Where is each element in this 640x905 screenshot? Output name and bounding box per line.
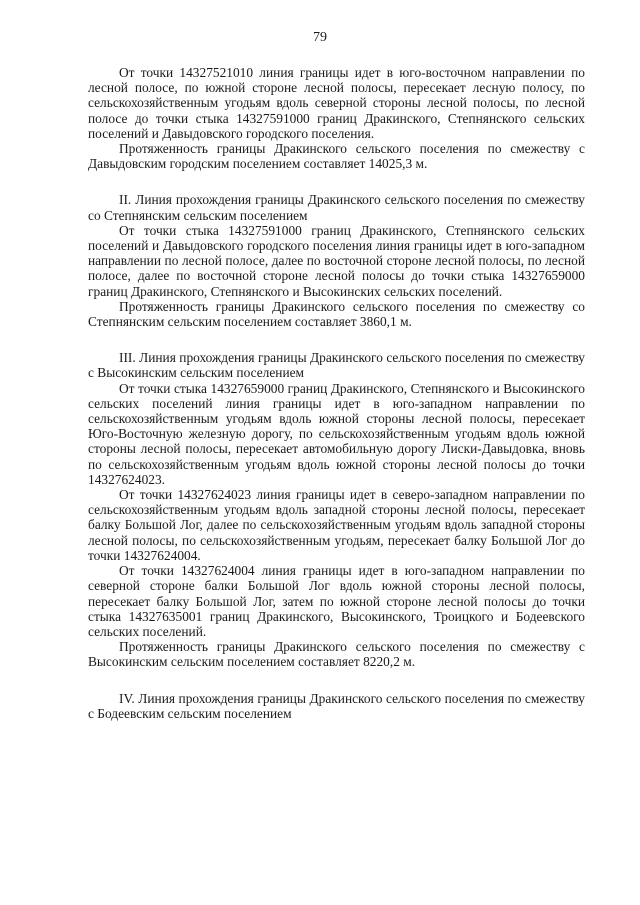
paragraph-boundary-route-vysokinsky-3: От точки 14327624004 линия границы идет в юго-западном направлении по северной стороне балки Большой Лог вдоль южной стороны лесной полосы, пересекает балку Большой Лог, затем по южной стороне лесной полосы до точки стыка 14327635001 границ Дракинского, Высокинского, Троицкого и Бодеевского сельских поселений. <box>88 563 585 639</box>
paragraph-boundary-route-vysokinsky-1: От точки стыка 14327659000 границ Дракинского, Степнянского и Высокинского сельских поселений линия границы идет в юго-западном направлении по сельскохозяйственным угодьям вдоль южной стороны лесной полосы, пересекает Юго-Восточную железную дорогу, по сельскохозяйственным угодьям вдоль южной стороны лесной полосы, пересекает автомобильную дорогу Лиски-Давыдовка, вновь по сельскохозяйственным угодьям вдоль южной стороны лесной полосы до точки 14327624023. <box>88 380 585 487</box>
section-gap <box>88 670 585 691</box>
section-gap <box>88 329 585 350</box>
paragraph-boundary-route-davydovsky: От точки 14327521010 линия границы идет в юго-восточном направлении по лесной полосе, по южной стороне лесной полосы, пересекает лесную полосу, по сельскохозяйственным угодьям вдоль северной стороны лесной полосы, по лесной полосе до точки стыка 14327591000 границ Дракинского, Степнянского сельских поселений и Давыдовского городского поселения. <box>88 65 585 141</box>
section-heading-vysokinsky: III. Линия прохождения границы Дракинского сельского поселения по смежеству с Высокинским сельским поселением <box>88 350 585 381</box>
document-body <box>88 65 585 721</box>
section-gap <box>88 171 585 192</box>
section-heading-stepnyansky: II. Линия прохождения границы Дракинского сельского поселения по смежеству со Степнянским сельским поселением <box>88 192 585 223</box>
paragraph-boundary-route-vysokinsky-2: От точки 14327624023 линия границы идет в северо-западном направлении по сельскохозяйственным угодьям вдоль западной стороны лесной полосы, пересекает балку Большой Лог, далее по сельскохозяйственным угодьям вдоль западной стороны лесной полосы, по сельскохозяйственным угодьям, пересекает балку Большой Лог до точки 14327624004. <box>88 487 585 563</box>
paragraph-boundary-route-stepnyansky: От точки стыка 14327591000 границ Дракинского, Степнянского сельских поселений и Давыдовского городского поселения линия границы идет в юго-западном направлении по лесной полосе, далее по восточной стороне лесной полосы, по лесной полосе, далее по восточной стороне лесной полосы до точки стыка 14327659000 границ Дракинского, Степнянского и Высокинских сельских поселений. <box>88 222 585 299</box>
paragraph-length-davydovsky: Протяженность границы Дракинского сельского поселения по смежеству с Давыдовским городским поселением составляет 14025,3 м. <box>88 141 585 172</box>
paragraph-length-vysokinsky: Протяженность границы Дракинского сельского поселения по смежеству с Высокинским сельским поселением составляет 8220,2 м. <box>88 639 585 670</box>
paragraph-length-stepnyansky: Протяженность границы Дракинского сельского поселения по смежеству со Степнянским сельским поселением составляет 3860,1 м. <box>88 298 585 330</box>
page-number: 79 <box>313 30 327 45</box>
section-heading-bodeevsky: IV. Линия прохождения границы Дракинского сельского поселения по смежеству с Бодеевским сельским поселением <box>88 690 585 721</box>
